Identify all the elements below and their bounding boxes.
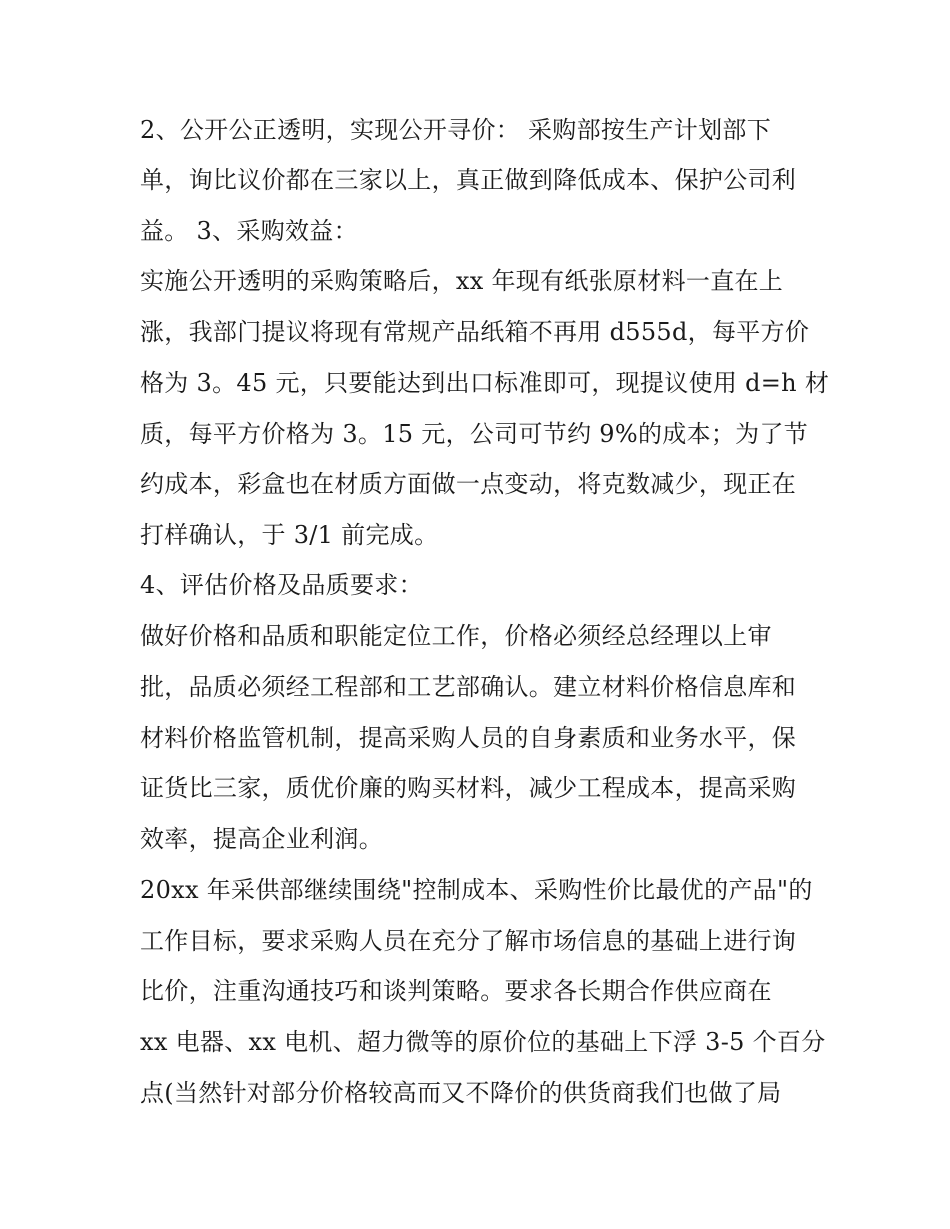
section-heading: 4、评估价格及品质要求： bbox=[140, 571, 423, 599]
text-line: 涨，我部门提议将现有常规产品纸箱不再用 d555d，每平方价 bbox=[140, 318, 810, 346]
text-line: 点(当然针对部分价格较高而又不降价的供货商我们也做了局 bbox=[140, 1079, 782, 1107]
text-line: 批，品质必须经工程部和工艺部确认。建立材料价格信息库和 bbox=[140, 673, 797, 701]
text-line: 证货比三家，质优价廉的购买材料，减少工程成本，提高采购 bbox=[140, 774, 797, 802]
text-line: 益。 3、采购效益： bbox=[140, 217, 358, 245]
text-line: 效率，提高企业利润。 bbox=[140, 825, 383, 853]
text-line: 2、公开公正透明，实现公开寻价： 采购部按生产计划部下 bbox=[140, 116, 771, 144]
text-line: 质，每平方价格为 3。15 元，公司可节约 9%的成本；为了节 bbox=[140, 420, 809, 448]
text-line: 工作目标，要求采购人员在充分了解市场信息的基础上进行询 bbox=[140, 927, 797, 955]
text-line: xx 电器、xx 电机、超力微等的原价位的基础上下浮 3-5 个百分 bbox=[140, 1028, 826, 1056]
text-line: 单，询比议价都在三家以上，真正做到降低成本、保护公司利 bbox=[140, 166, 797, 194]
text-line: 格为 3。45 元，只要能达到出口标准即可，现提议使用 d=h 材 bbox=[140, 369, 830, 397]
text-line: 打样确认，于 3/1 前完成。 bbox=[140, 521, 439, 549]
text-line: 比价，注重沟通技巧和谈判策略。要求各长期合作供应商在 bbox=[140, 977, 772, 1005]
text-line: 实施公开透明的采购策略后，xx 年现有纸张原材料一直在上 bbox=[140, 267, 784, 295]
text-line: 做好价格和品质和职能定位工作，价格必须经总经理以上审 bbox=[140, 622, 772, 650]
text-line: 约成本，彩盒也在材质方面做一点变动，将克数减少，现正在 bbox=[140, 470, 797, 498]
text-line: 材料价格监管机制，提高采购人员的自身素质和业务水平，保 bbox=[140, 724, 797, 752]
text-line: 20xx 年采供部继续围绕"控制成本、采购性价比最优的产品"的 bbox=[140, 876, 813, 904]
